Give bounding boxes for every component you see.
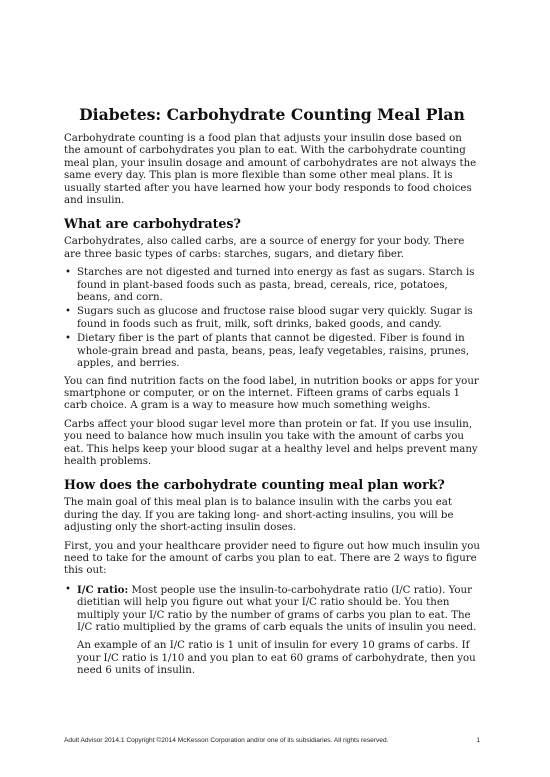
bullet-icon: • (65, 306, 72, 318)
nutrition-facts-paragraph: You can find nutrition facts on the food label, in nutrition books or apps for your smartphone or computer, or on the internet. Fifteen grams of carbs equals 1 carb choice. A gram is a way to measure how much something weighs. (64, 375, 479, 412)
list-item-fiber (64, 333, 480, 370)
carbs-definition-paragraph: Carbohydrates, also called carbs, are a source of energy for your body. There are three basic types of carbs: starches, sugars, and dietary fiber. (64, 236, 465, 260)
intro-paragraph: Carbohydrate counting is a food plan that adjusts your insulin dose based on the amount of carbohydrates you plan to eat. With the carbohydrate counting meal plan, your insulin dosage and amount of carbohydrates are not always the same every day. This plan is more flexible than some other meal plans. It is usually started after you have learned how your body responds to food choices and insulin. (64, 133, 477, 207)
list-item-text: Sugars such as glucose and fructose raise blood sugar very quickly. Sugar is found in foods such as fruit, milk, soft drinks, baked goods, and candy. (77, 306, 473, 330)
list-item-text: Dietary fiber is the part of plants that cannot be digested. Fiber is found in whole-grain bread and pasta, beans, peas, leafy vegetables, raisins, prunes, apples, and berries. (77, 333, 470, 370)
page-number: 1 (476, 737, 480, 744)
ic-ratio-example: An example of an I/C ratio is 1 unit of insulin for every 10 grams of carbs. If your I/C ratio is 1/10 and you plan to eat 60 grams of carbohydrate, then you need 6 units of insulin. (77, 640, 476, 677)
list-item-text: Starches are not digested and turned into energy as fast as sugars. Starch is found in plant-based foods such as pasta, bread, cereals, rice, potatoes, beans, and corn. (77, 267, 475, 304)
insulin-calculation-paragraph: First, you and your healthcare provider need to figure out how much insulin you need to take for the amount of carbs you plan to eat. There are 2 ways to figure this out: (64, 540, 480, 577)
bullet-icon: • (65, 333, 72, 345)
copyright-text: Adult Advisor 2014.1 Copyright ©2014 McKesson Corporation and/or one of its subsidiaries. All rights reserved. (64, 737, 389, 744)
ic-ratio-text: Most people use the insulin-to-carbohydrate ratio (I/C ratio). Your dietitian will help you figure out what your I/C ratio should be. You then multiply your I/C ratio by the number of grams of carbs you plan to eat. The I/C ratio multiplied by the grams of carb equals the units of insulin you need. (77, 584, 477, 633)
document-title: Diabetes: Carbohydrate Counting Meal Plan (79, 105, 465, 124)
bullet-icon: • (65, 267, 72, 279)
list-item-sugars (64, 306, 480, 331)
bullet-icon: • (65, 583, 72, 595)
blood-sugar-paragraph: Carbs affect your blood sugar level more than protein or fat. If you use insulin, you need to balance how much insulin you take with the amount of carbs you eat. This helps keep your blood sugar at a healthy level and helps prevent many health problems. (64, 418, 478, 467)
section-heading-meal-plan: How does the carbohydrate counting meal plan work? (64, 477, 445, 493)
ic-ratio-label: I/C ratio: (77, 583, 129, 596)
page-footer (64, 736, 480, 745)
section-heading-carbohydrates: What are carbohydrates? (64, 216, 241, 232)
document-body (64, 105, 480, 684)
list-item-ic-ratio (64, 584, 480, 678)
carb-types-list (64, 267, 480, 370)
list-item-starches (64, 267, 480, 304)
calculation-methods-list (64, 584, 480, 678)
meal-plan-goal-paragraph: The main goal of this meal plan is to balance insulin with the carbs you eat during the day. If you are taking long- and short-acting insulins, you will be adjusting only the short-acting insulin doses. (64, 497, 454, 534)
